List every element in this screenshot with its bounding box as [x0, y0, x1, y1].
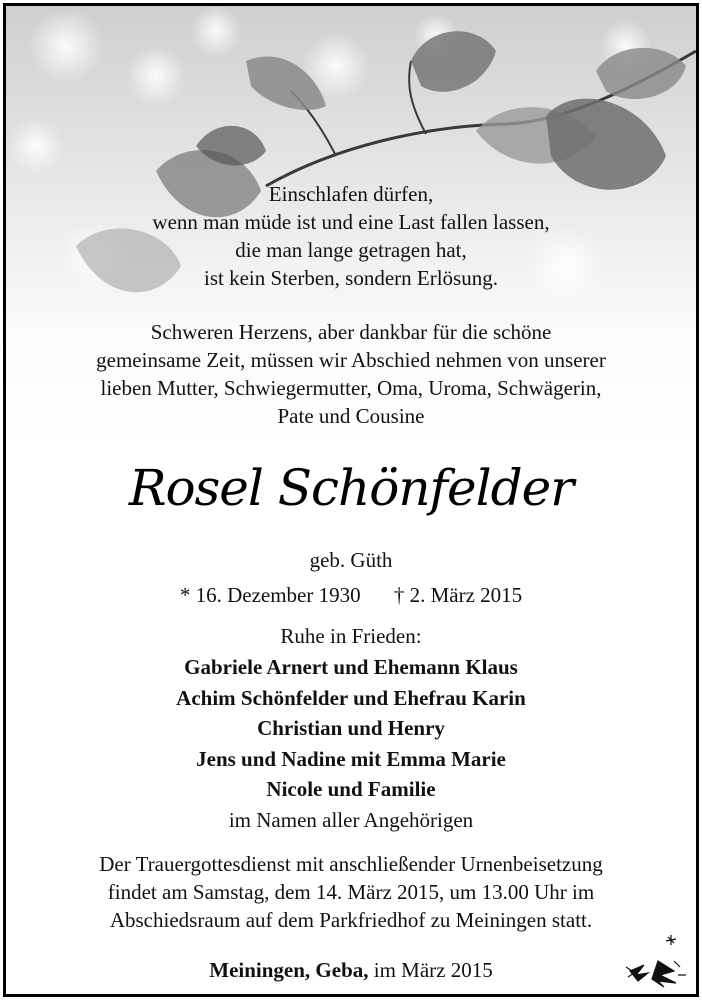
- place-location: Meiningen, Geba,: [209, 958, 369, 982]
- family-note: im Namen aller Angehörigen: [228, 808, 474, 832]
- deceased-name: Rosel Schönfelder: [128, 459, 574, 517]
- small-leaves-icon: [618, 931, 690, 989]
- intro-line: gemeinsame Zeit, müssen wir Abschied nehmen von unserer: [96, 348, 606, 372]
- intro-line: Pate und Cousine: [277, 404, 425, 428]
- mourner-line: Gabriele Arnert und Ehemann Klaus: [184, 655, 518, 679]
- service-info: [6, 850, 696, 934]
- mourner-line: Achim Schönfelder und Ehefrau Karin: [176, 685, 526, 710]
- mourner-line: Christian und Henry: [257, 716, 445, 740]
- death-date: † 2. März 2015: [393, 583, 523, 607]
- poem-line: Einschlafen dürfen,: [268, 182, 434, 206]
- intro-line: Schweren Herzens, aber dankbar für die schöne: [150, 320, 552, 344]
- poem-line: wenn man müde ist und eine Last fallen lassen,: [152, 210, 550, 234]
- intro-line: lieben Mutter, Schwiegermutter, Oma, Uroma, Schwägerin,: [100, 376, 602, 400]
- mourner-line: Jens und Nadine mit Emma Marie: [196, 746, 506, 771]
- service-line: findet am Samstag, dem 14. März 2015, um 13.00 Uhr im: [107, 880, 595, 904]
- rest-in-peace: Ruhe in Frieden:: [280, 624, 422, 648]
- mourners-list: [6, 652, 696, 805]
- mourner-line: Nicole und Familie: [266, 777, 436, 801]
- intro-text: [6, 318, 696, 430]
- place-date: [6, 956, 696, 984]
- poem-line: ist kein Sterben, sondern Erlösung.: [204, 266, 498, 290]
- obituary-notice: [3, 3, 699, 997]
- service-line: Der Trauergottesdienst mit anschließender Urnenbeisetzung: [99, 852, 603, 876]
- poem: [6, 180, 696, 292]
- birth-name: geb. Güth: [309, 548, 393, 572]
- birth-date: * 16. Dezember 1930: [179, 583, 361, 607]
- poem-line: die man lange getragen hat,: [235, 238, 467, 262]
- life-dates: [6, 581, 696, 609]
- service-line: Abschiedsraum auf dem Parkfriedhof zu Meiningen statt.: [109, 908, 593, 932]
- place-month: im März 2015: [373, 958, 493, 982]
